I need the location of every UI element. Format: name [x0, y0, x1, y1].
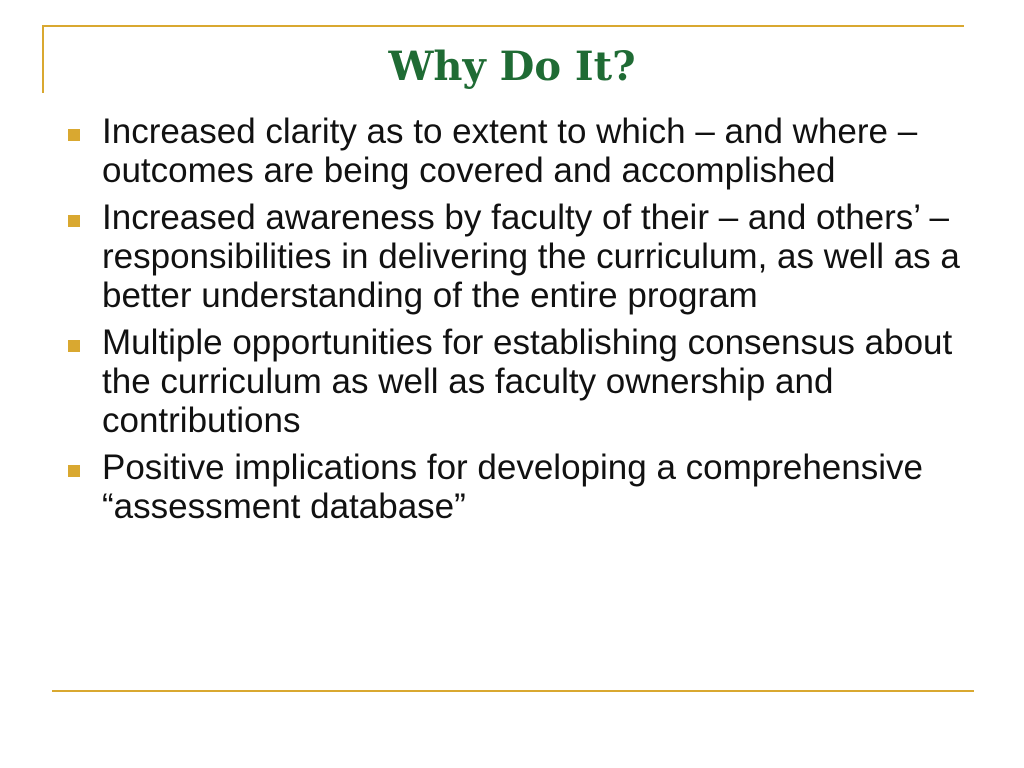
- frame-top-rule: [42, 25, 964, 27]
- frame-bottom-rule: [52, 690, 974, 692]
- square-bullet-icon: [68, 215, 80, 227]
- bullet-item: [62, 448, 982, 526]
- bullet-item: [62, 323, 982, 440]
- square-bullet-icon: [68, 129, 80, 141]
- bullet-text: Multiple opportunities for establishing consensus about the curriculum as well as faculty ownership and contributions: [102, 323, 953, 440]
- bullet-list: [62, 112, 982, 534]
- square-bullet-icon: [68, 465, 80, 477]
- slide-title: Why Do It?: [388, 43, 636, 90]
- bullet-item: [62, 112, 982, 190]
- bullet-text: Positive implications for developing a comprehensive “assessment database”: [102, 448, 923, 526]
- bullet-text: Increased clarity as to extent to which – and where – outcomes are being covered and accomplished: [102, 112, 918, 190]
- bullet-text: Increased awareness by faculty of their – and others’ – responsibilities in delivering the curriculum, as well as a better understanding of the entire program: [102, 198, 960, 315]
- bullet-item: [62, 198, 982, 315]
- square-bullet-icon: [68, 340, 80, 352]
